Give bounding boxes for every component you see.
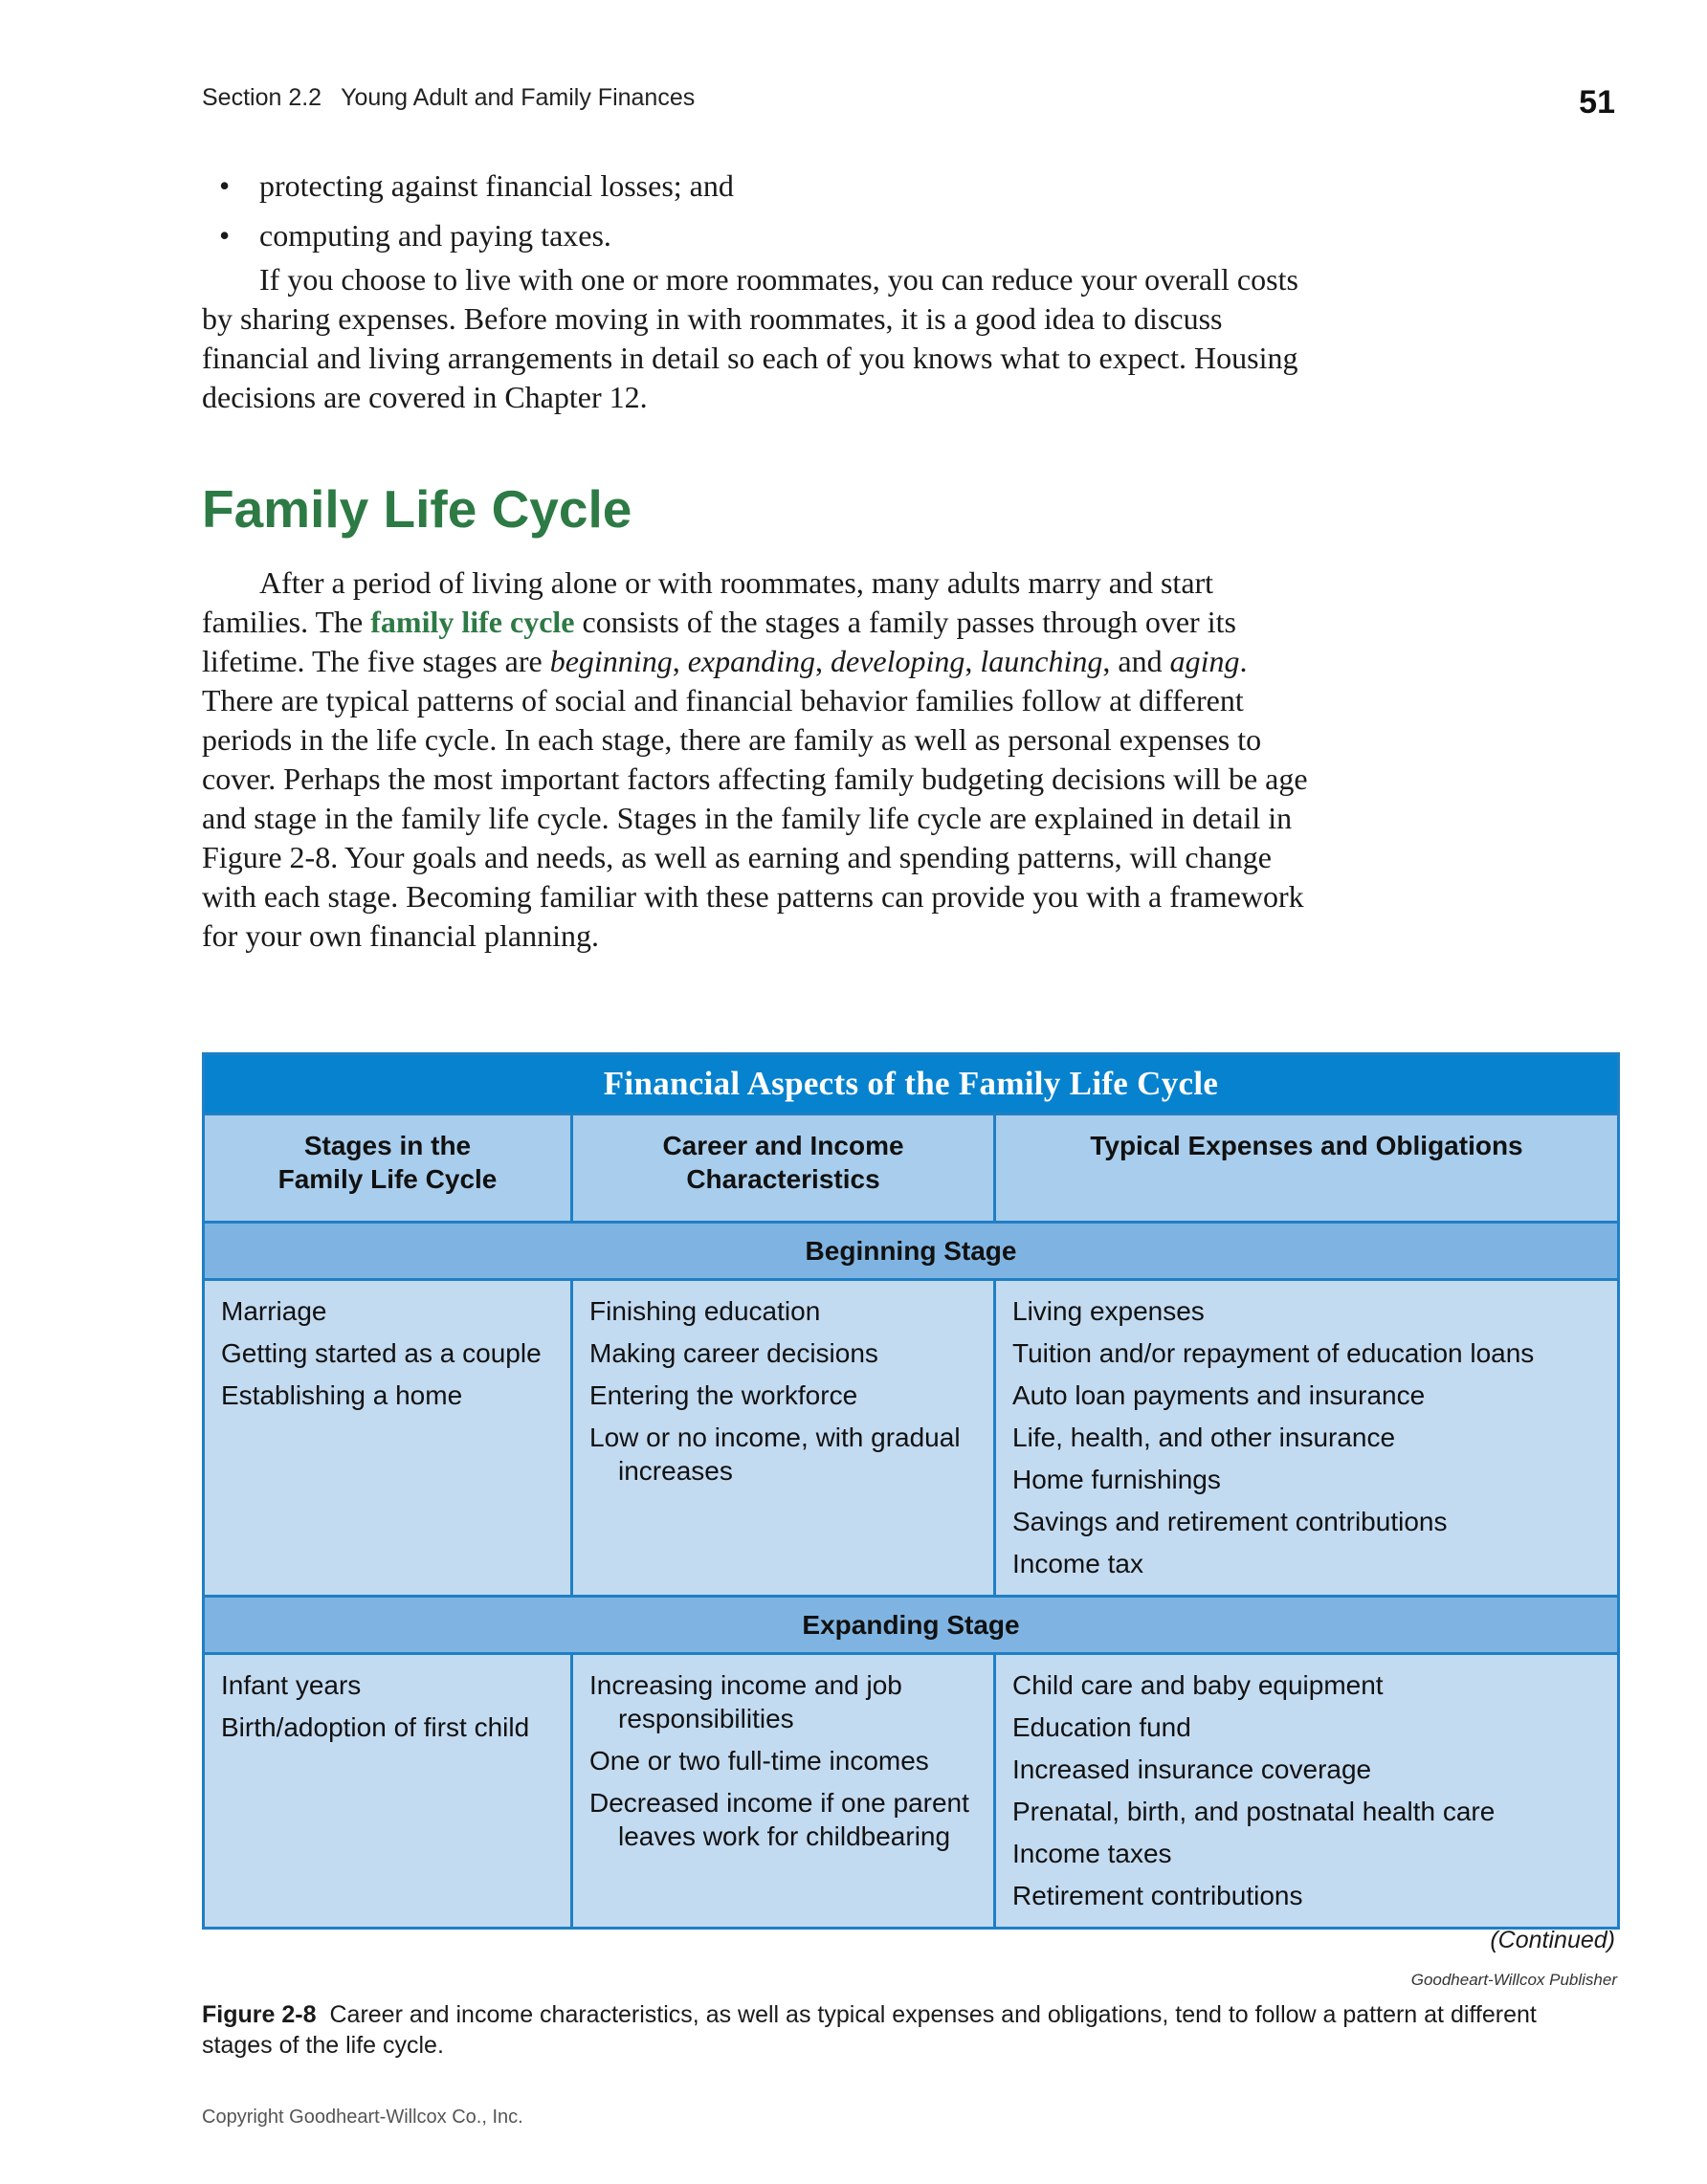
text-run: , [964,644,981,678]
list-item: Income taxes [1012,1839,1172,1868]
stage-term: developing [830,644,965,678]
text-run: , and [1102,644,1170,678]
stage-heading-expanding: Expanding Stage [204,1597,1619,1654]
list-item: Increased insurance coverage [1012,1754,1372,1784]
list-item: Decreased income if one parent leaves work for childbearing [589,1788,969,1851]
key-term: family life cycle [370,605,575,639]
list-item: Marriage [221,1296,327,1326]
section-number: Section 2.2 [202,84,322,111]
list-item: Getting started as a couple [221,1338,542,1368]
list-item: Establishing a home [221,1380,463,1410]
list-item: Entering the workforce [589,1380,858,1410]
table-title: Financial Aspects of the Family Life Cycle [204,1054,1619,1114]
continued-note: (Continued) [1490,1927,1615,1953]
career-cell [572,1280,995,1597]
list-item: Making career decisions [589,1338,878,1368]
column-header-career [572,1114,995,1223]
caption-text: Career and income characteristics, as well as typical expenses and obligations, tend to follow a pattern at different stages of the life cycle. [202,2001,1537,2059]
list-item: Increasing income and job responsibilities [589,1670,902,1733]
career-cell [572,1654,995,1929]
column-header-stages [204,1114,572,1223]
list-item: Tuition and/or repayment of education loans [1012,1338,1535,1368]
list-item: One or two full-time incomes [589,1746,929,1776]
figure-label: Figure 2-8 [202,2001,317,2028]
figure-caption [202,1999,1541,2061]
text-run: After a period of living alone or with roommates, many adults marry and start families. The [202,565,1214,639]
list-item: Life, health, and other insurance [1012,1423,1396,1452]
expenses-cell [995,1280,1619,1597]
list-item: Education fund [1012,1712,1191,1742]
section-heading: Family Life Cycle [202,479,632,539]
text-run: consists of the stages a family passes through over its lifetime. The five stages are [202,605,1236,678]
section-title: Young Adult and Family Finances [341,84,696,111]
header-line: Characteristics [686,1164,880,1194]
stage-term: aging [1169,644,1240,678]
list-item: Savings and retirement contributions [1012,1507,1448,1536]
bullet-item: • protecting against financial losses; and [219,161,1329,210]
list-item: Low or no income, with gradual increases [589,1423,961,1486]
list-item: Child care and baby equipment [1012,1670,1384,1700]
page-number: 51 [1579,84,1615,121]
list-item: Auto loan payments and insurance [1012,1380,1426,1410]
list-item: Prenatal, birth, and postnatal health care [1012,1797,1496,1826]
figure-table [202,1052,1620,1930]
column-header-expenses: Typical Expenses and Obligations [995,1114,1619,1223]
family-life-cycle-paragraph [202,563,1312,956]
stage-term: expanding [687,644,815,678]
stage-term: beginning [549,644,673,678]
copyright-footer: Copyright Goodheart-Willcox Co., Inc. [202,2107,523,2128]
list-item: Finishing education [589,1296,821,1326]
header-line: Career and Income [662,1131,904,1160]
expenses-cell [995,1654,1619,1929]
stage-heading-beginning: Beginning Stage [204,1223,1619,1280]
list-item: Home furnishings [1012,1465,1221,1494]
list-item: Living expenses [1012,1296,1205,1326]
publisher-credit: Goodheart-Willcox Publisher [1410,1971,1617,1989]
bullet-list [219,161,1329,260]
list-item: Income tax [1012,1549,1143,1578]
stage-term: launching [980,644,1103,678]
text-run: . There are typical patterns of social and financial behavior families follow at different periods in the life cycle. In each stage, there are family as well as personal expenses to cover. Perhaps the most important factors affecting family budgeting decisions will be age and stage in the family life cycle. Stages in the family life cycle are explained in detail in Figure 2-8. Your goals and needs, as well as earning and spending patterns, will change with each stage. Becoming familiar with these patterns can provide you with a framework for your own financial planning. [202,644,1308,953]
text-run: , [814,644,831,678]
list-item: Retirement contributions [1012,1881,1303,1910]
list-item: Birth/adoption of first child [221,1712,530,1742]
text-run: , [672,644,688,678]
bullet-item: • computing and paying taxes. [219,210,1329,260]
stages-cell [204,1280,572,1597]
stages-cell [204,1654,572,1929]
roommates-paragraph: If you choose to live with one or more roommates, you can reduce your overall costs by sharing expenses. Before moving in with roommates, it is a good idea to discuss financial and living arrangements in detail so each of you knows what to expect. Housing decisions are covered in Chapter 12. [202,262,1298,414]
header-line: Family Life Cycle [277,1164,498,1194]
header-line: Stages in the [303,1131,472,1160]
running-header [202,84,695,112]
list-item: Infant years [221,1670,362,1700]
